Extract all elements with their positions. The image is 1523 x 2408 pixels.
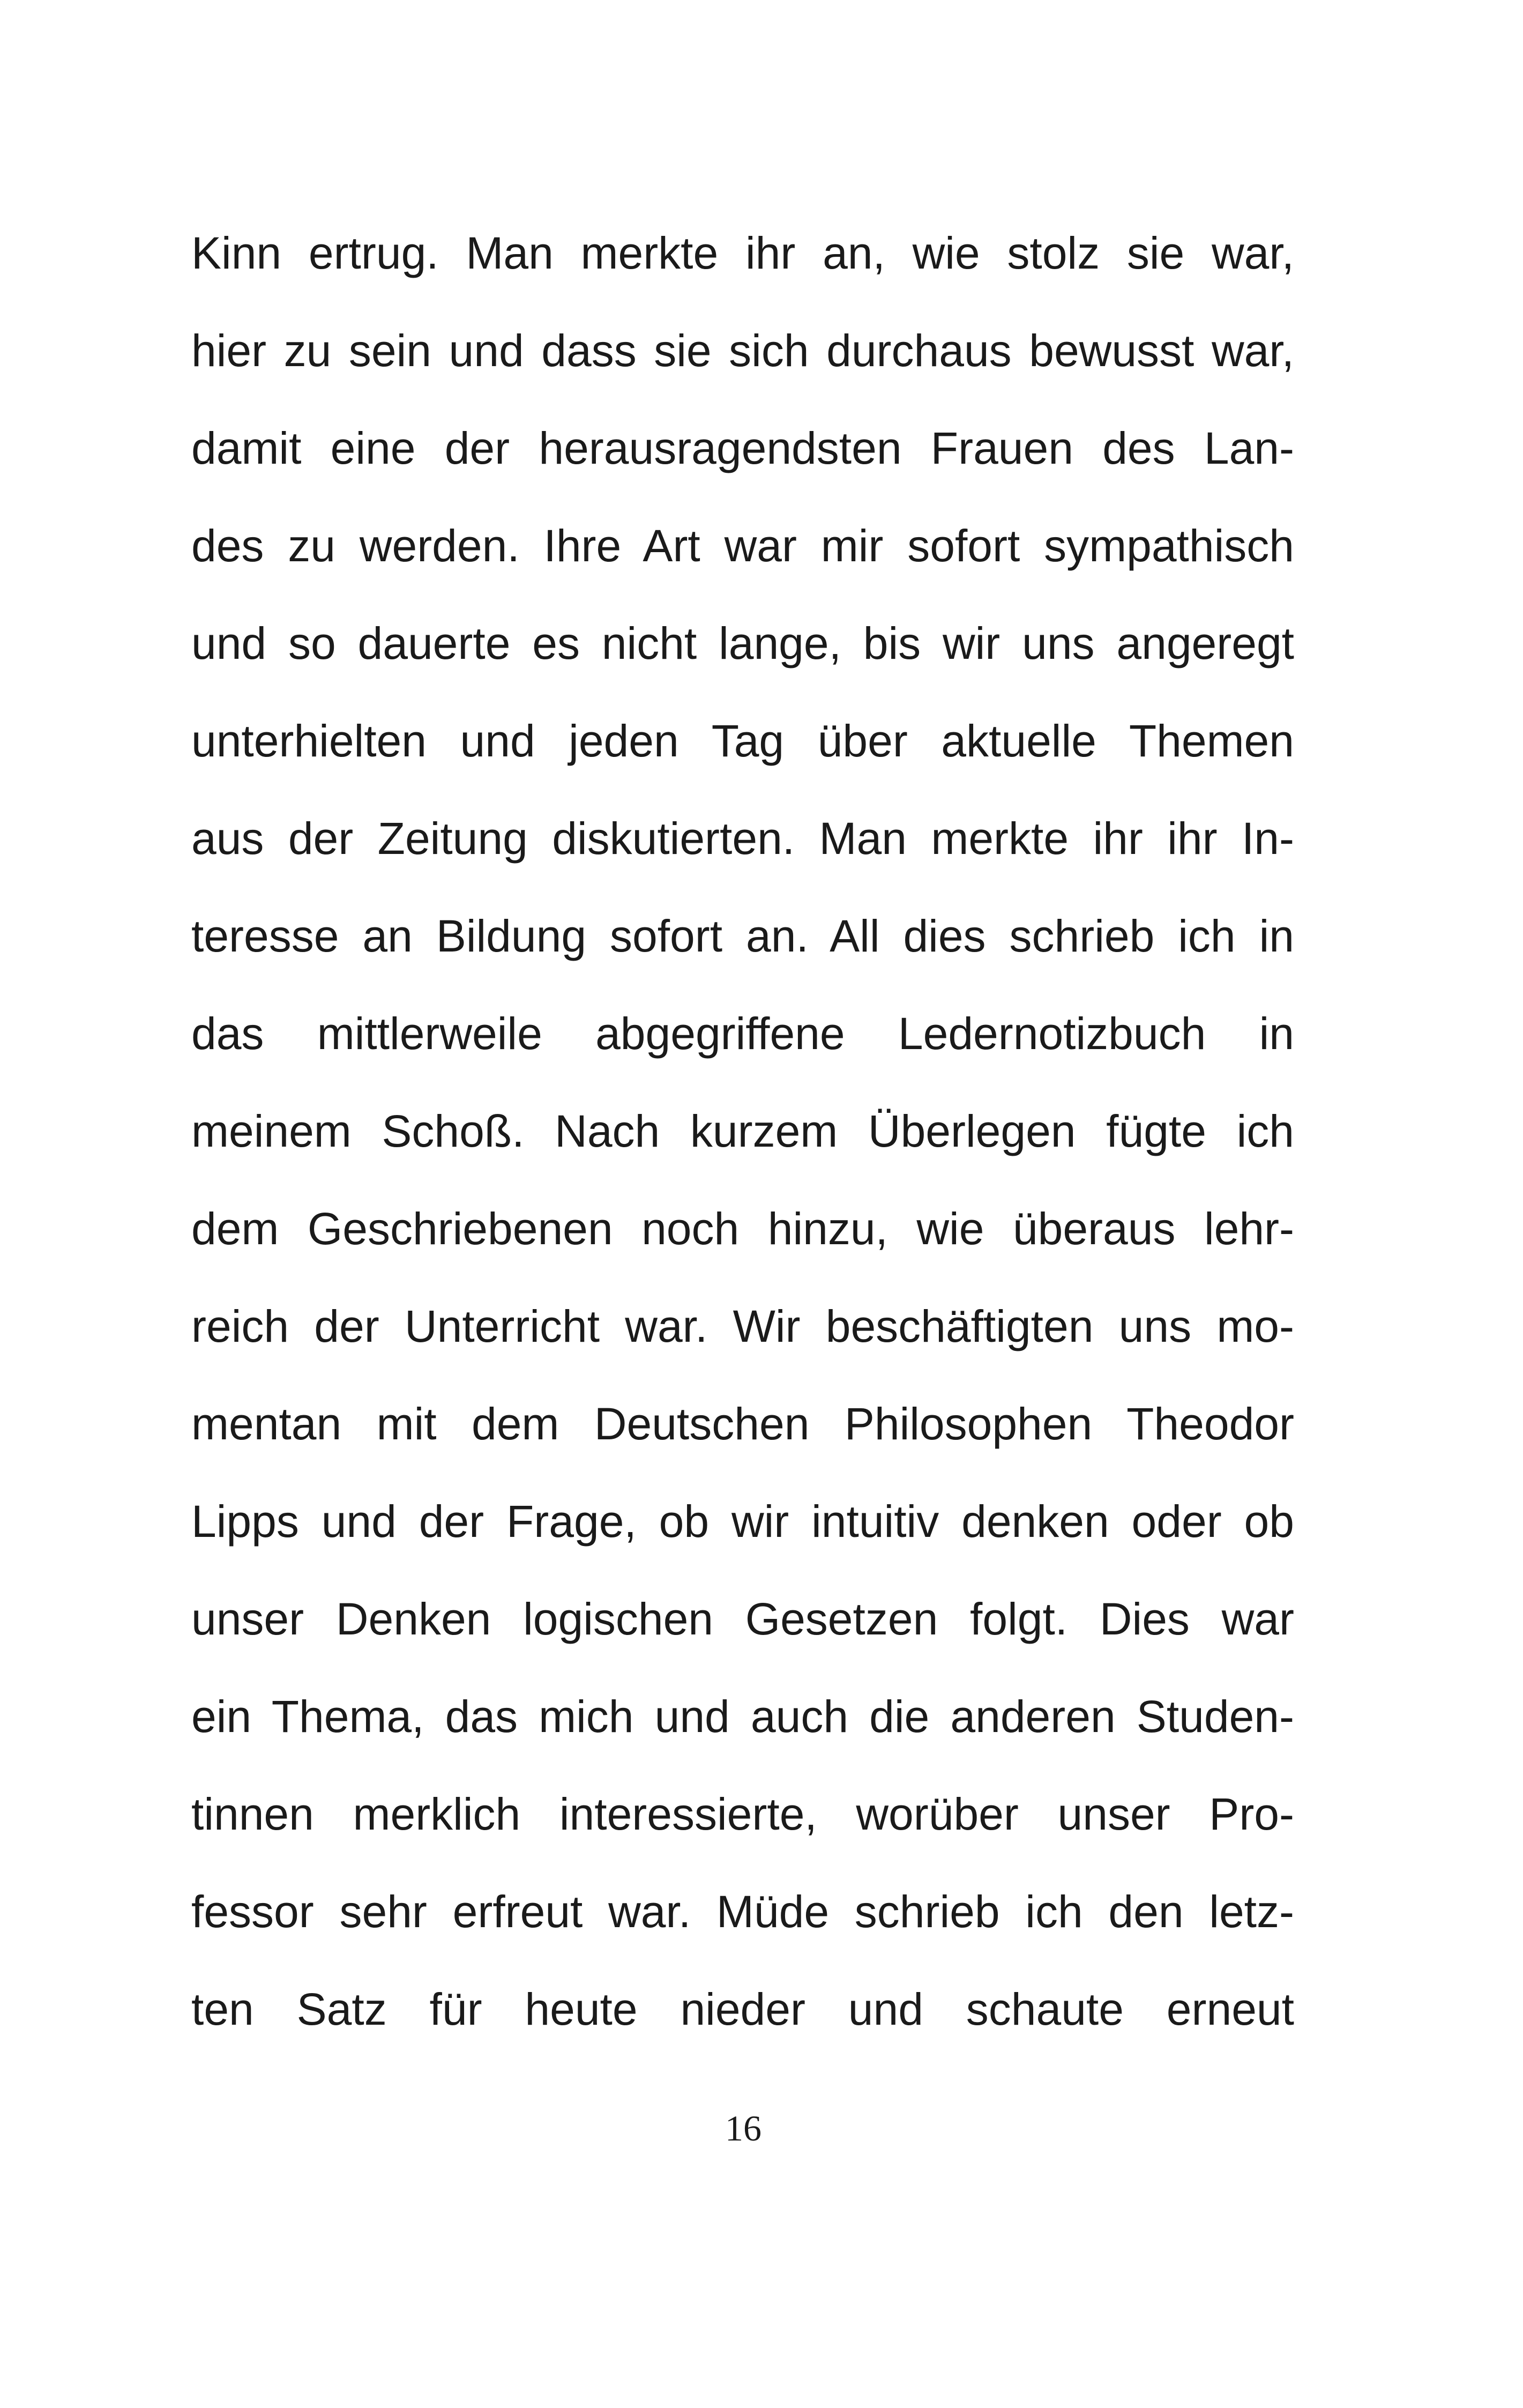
text-line: des zu werden. Ihre Art war mir sofort sympathisch	[191, 521, 1294, 571]
page-number: 16	[725, 2108, 762, 2149]
text-line: aus der Zeitung diskutierten. Man merkte ihr ihr In-	[191, 813, 1294, 864]
text-line: damit eine der herausragendsten Frauen des Lan-	[191, 423, 1294, 473]
text-line: fessor sehr erfreut war. Müde schrieb ich den letz-	[191, 1886, 1294, 1937]
text-line: tinnen merklich interessierte, worüber unser Pro-	[191, 1789, 1294, 1839]
text-line: Kinn ertrug. Man merkte ihr an, wie stolz sie war,	[191, 228, 1294, 278]
text-line: ten Satz für heute nieder und schaute erneut	[191, 1984, 1294, 2034]
text-line: und so dauerte es nicht lange, bis wir uns angeregt	[191, 618, 1294, 668]
text-line: teresse an Bildung sofort an. All dies schrieb ich in	[191, 911, 1294, 961]
text-line: meinem Schoß. Nach kurzem Überlegen fügte ich	[191, 1106, 1294, 1156]
text-line: hier zu sein und dass sie sich durchaus bewusst war,	[191, 325, 1294, 376]
text-line: Lipps und der Frage, ob wir intuitiv denken oder ob	[191, 1496, 1294, 1547]
text-line: mentan mit dem Deutschen Philosophen Theodor	[191, 1399, 1294, 1449]
text-line: das mittlerweile abgegriffene Ledernotizbuch in	[191, 1008, 1294, 1059]
text-line: unser Denken logischen Gesetzen folgt. Dies war	[191, 1594, 1294, 1644]
text-line: ein Thema, das mich und auch die anderen Studen-	[191, 1691, 1294, 1742]
body-text	[191, 225, 1294, 2079]
text-line: unterhielten und jeden Tag über aktuelle Themen	[191, 716, 1294, 766]
text-line: dem Geschriebenen noch hinzu, wie überaus lehr-	[191, 1203, 1294, 1254]
text-line: reich der Unterricht war. Wir beschäftigten uns mo-	[191, 1301, 1294, 1351]
